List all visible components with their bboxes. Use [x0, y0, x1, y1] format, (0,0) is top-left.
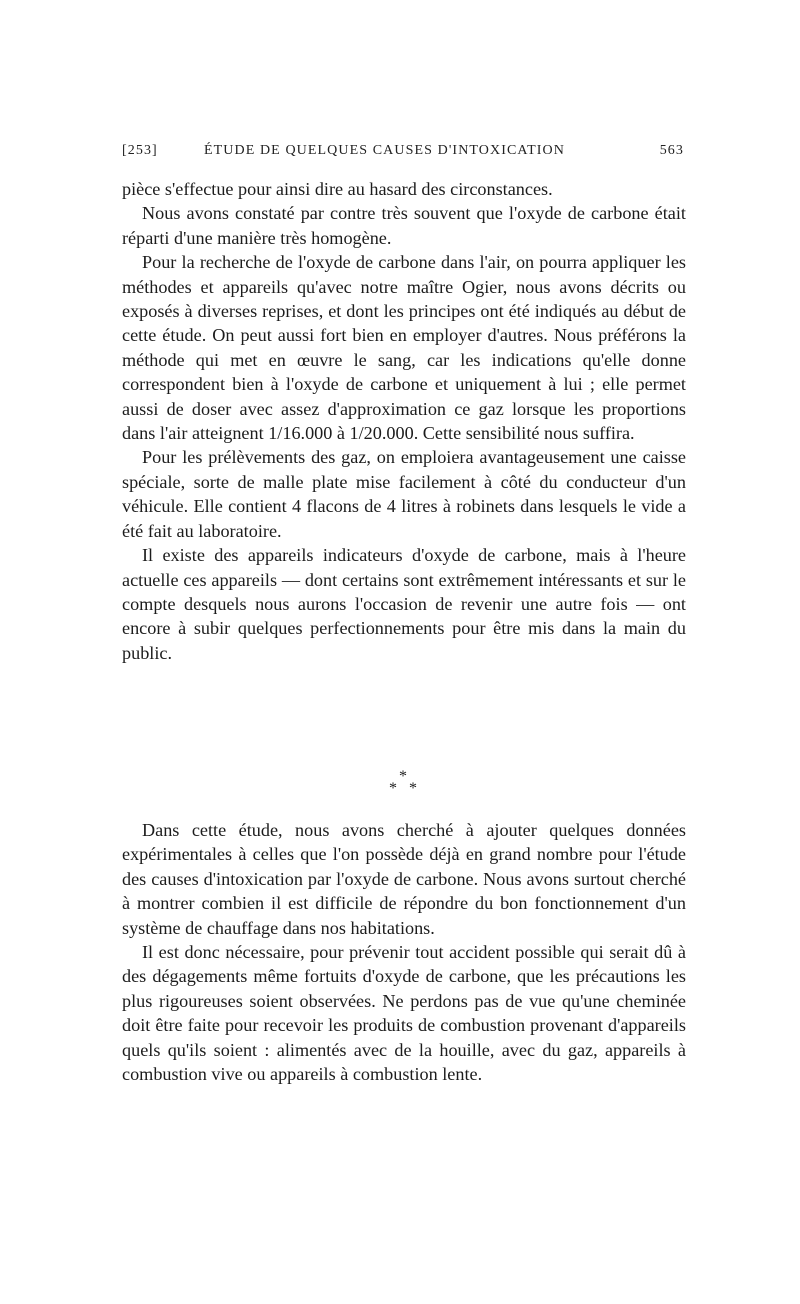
page-reference: [253]: [122, 143, 158, 158]
paragraph: Nous avons constaté par contre très souvent que l'oxyde de carbone était réparti d'une manière très homogène.: [122, 203, 686, 248]
paragraph: Il existe des appareils indicateurs d'oxyde de carbone, mais à l'heure actuelle ces appareils — dont certains sont extrêmement intéressants et sur le compte desquels nous aurons l'occasion de revenir une autre fois — ont encore à subir quelques perfectionnements pour être mis dans la main du public.: [122, 545, 686, 663]
body-section-two: [122, 818, 686, 1086]
paragraph: Dans cette étude, nous avons cherché à ajouter quelques données expérimentales à celles que l'on possède déjà en grand nombre pour l'étude des causes d'intoxication par l'oxyde de carbone. Nous avons surtout cherché à montrer combien il est difficile de répondre du bon fonctionnement d'un système de chauffage dans nos habitations.: [122, 820, 686, 938]
paragraph: Pour les prélèvements des gaz, on emploiera avantageusement une caisse spéciale, sorte de malle plate mise facilement à côté du conducteur d'un véhicule. Elle contient 4 flacons de 4 litres à robinets dans lesquels le vide a été fait au laboratoire.: [122, 447, 686, 541]
asterism-star: *: [409, 780, 417, 797]
paragraph: Pour la recherche de l'oxyde de carbone dans l'air, on pourra appliquer les méthodes et appareils qu'avec notre maître Ogier, nous avons décrits ou exposés à diverses reprises, et dont les principes ont été indiqués au début de cette étude. On peut aussi fort bien en employer d'autres. Nous préférons la méthode qui met en œuvre le sang, car les indications qu'elle donne correspondent bien à l'oxyde de carbone et uniquement à lui ; elle permet aussi de doser avec assez d'approximation ce gaz lorsque les proportions dans l'air atteignent 1/16.000 à 1/20.000. Cette sensibilité nous suffira.: [122, 252, 686, 444]
paragraph: pièce s'effectue pour ainsi dire au hasard des circonstances.: [122, 179, 553, 199]
body-section-one: [122, 177, 686, 665]
asterism-star: *: [389, 780, 397, 797]
page-header: [122, 143, 684, 165]
running-title: ÉTUDE DE QUELQUES CAUSES D'INTOXICATION: [204, 143, 565, 158]
asterism-star: *: [399, 768, 407, 785]
page-number: 563: [659, 143, 684, 158]
asterism-separator: [380, 768, 424, 798]
paragraph: Il est donc nécessaire, pour prévenir tout accident possible qui serait dû à des dégagements même fortuits d'oxyde de carbone, que les précautions les plus rigoureuses soient observées. Ne perdons pas de vue qu'une cheminée doit être faite pour recevoir les produits de combustion provenant d'appareils quels qu'ils soient : alimentés avec de la houille, avec du gaz, appareils à combustion vive ou appareils à combustion lente.: [122, 942, 686, 1085]
